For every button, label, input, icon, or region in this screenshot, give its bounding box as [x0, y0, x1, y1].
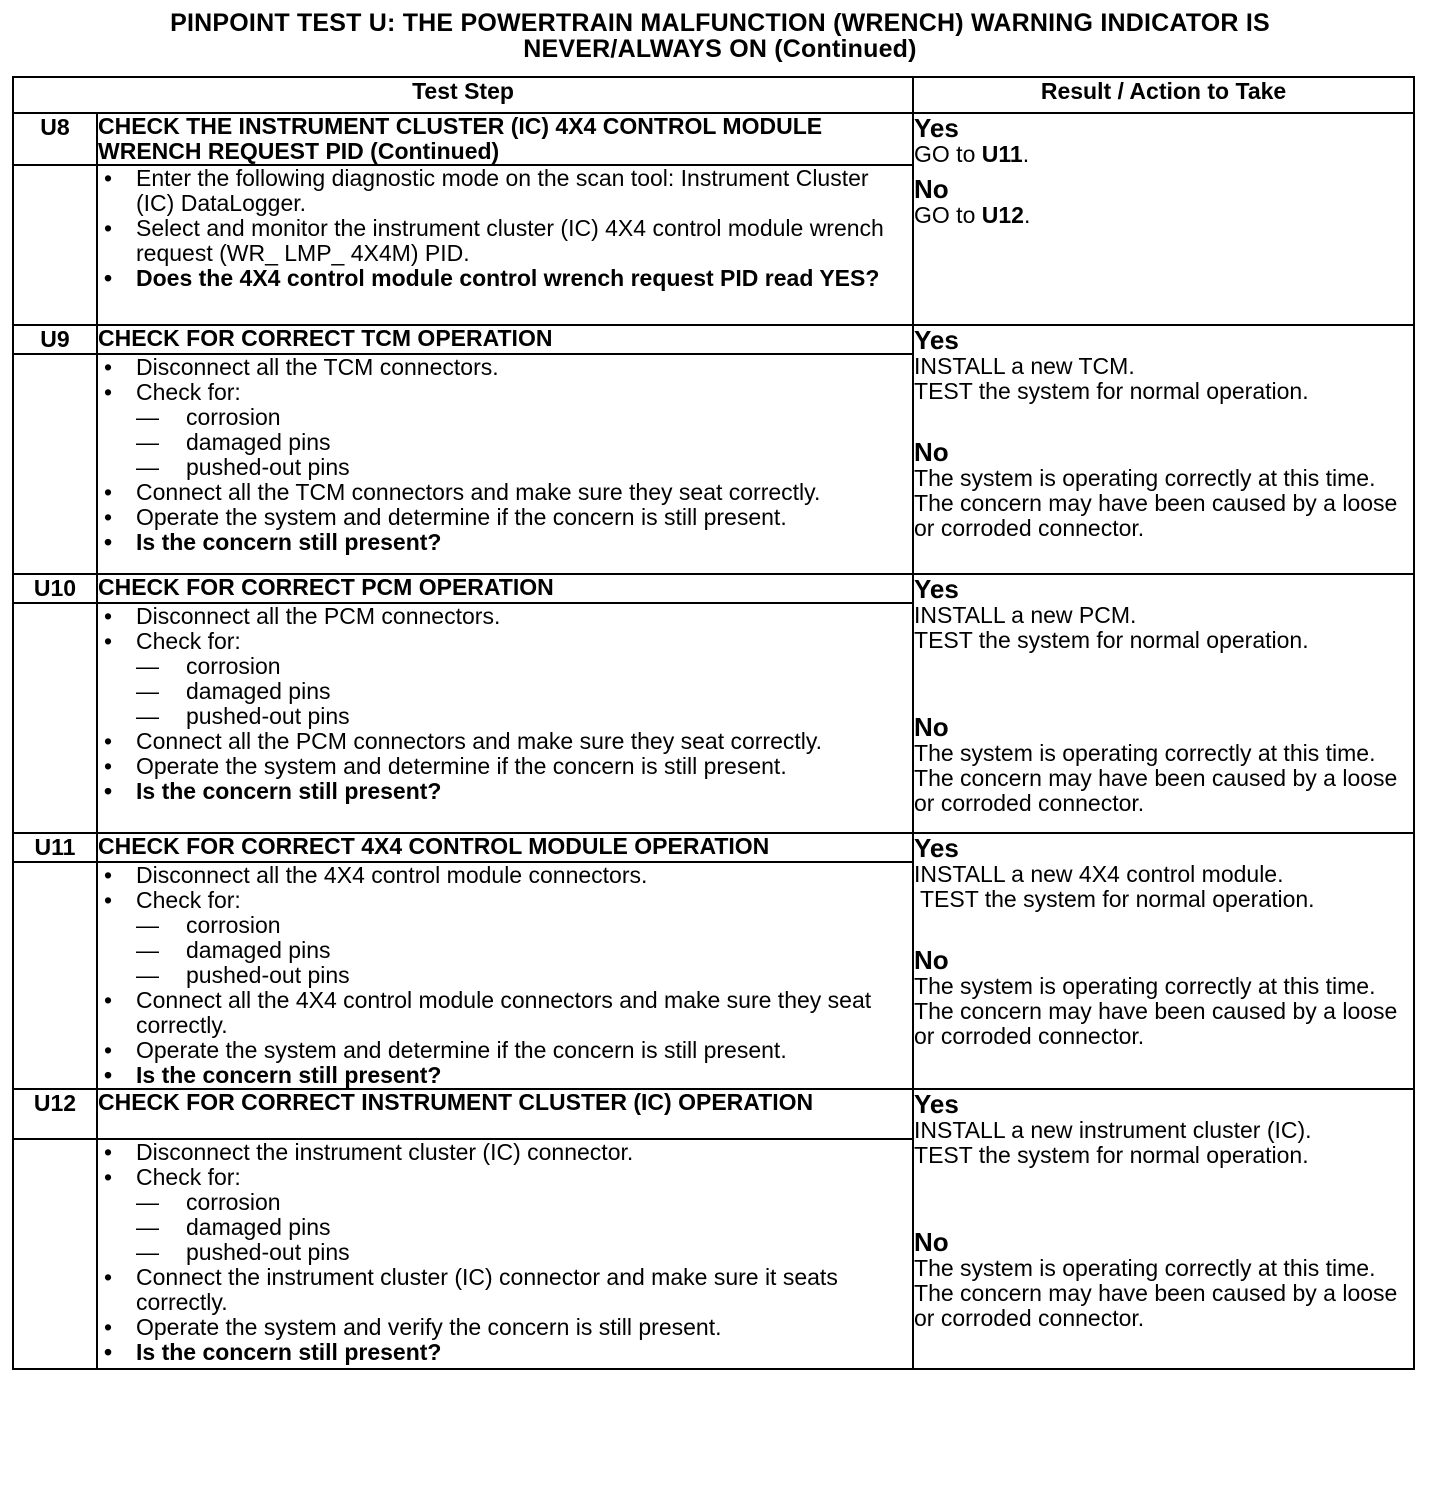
step-id: U9 [13, 325, 97, 354]
step-row-u8 [13, 113, 1414, 165]
step-heading: CHECK FOR CORRECT INSTRUMENT CLUSTER (IC) OPERATION [97, 1089, 913, 1139]
list-item: — corrosion [98, 1190, 912, 1215]
list-item: • Check for: [98, 1165, 912, 1190]
page-title [0, 10, 1440, 62]
yes-label: Yes [914, 113, 959, 143]
yes-line-2: TEST the system for normal operation. [914, 627, 1309, 653]
step-row-u12 [13, 1089, 1414, 1139]
list-item: — damaged pins [98, 938, 912, 963]
result-header: Result / Action to Take [913, 77, 1414, 113]
step-heading: CHECK FOR CORRECT TCM OPERATION [97, 325, 913, 354]
page-title-line-1: PINPOINT TEST U: THE POWERTRAIN MALFUNCTION (WRENCH) WARNING INDICATOR IS [170, 9, 1270, 37]
step-result [913, 113, 1414, 325]
list-item: • Connect all the 4X4 control module connectors and make sure they seat correctly. [98, 988, 912, 1038]
list-item: — pushed-out pins [98, 963, 912, 988]
step-row-u10 [13, 574, 1414, 603]
yes-line-2: TEST the system for normal operation. [914, 378, 1309, 404]
list-item: • Check for: [98, 888, 912, 913]
table-header-row [13, 77, 1414, 113]
yes-label: Yes [914, 833, 959, 863]
step-body [97, 603, 913, 833]
yes-line-1: INSTALL a new PCM. [914, 602, 1137, 628]
yes-action: GO to U11. [914, 141, 1030, 167]
list-item: • Operate the system and determine if the concern is still present. [98, 754, 912, 779]
step-id: U12 [13, 1089, 97, 1139]
list-item: • Check for: [98, 380, 912, 405]
list-item: • Is the concern still present? [98, 1340, 912, 1365]
step-row-u11 [13, 833, 1414, 862]
list-item: — corrosion [98, 654, 912, 679]
yes-line-1: INSTALL a new TCM. [914, 353, 1135, 379]
step-result [913, 833, 1414, 1089]
step-id: U11 [13, 833, 97, 862]
list-item: — pushed-out pins [98, 1240, 912, 1265]
list-item: • Select and monitor the instrument cluster (IC) 4X4 control module wrench request (WR_ LMP_ 4X4M) PID. [98, 216, 912, 266]
yes-label: Yes [914, 574, 959, 604]
no-action: GO to U12. [914, 202, 1031, 228]
step-row-u9 [13, 325, 1414, 354]
step-body [97, 862, 913, 1089]
step-result [913, 1089, 1414, 1369]
no-text: The system is operating correctly at this time. The concern may have been caused by a loose or corroded connector. [914, 1255, 1398, 1331]
list-item: • Connect all the PCM connectors and make sure they seat correctly. [98, 729, 912, 754]
step-heading: CHECK FOR CORRECT PCM OPERATION [97, 574, 913, 603]
no-label: No [914, 945, 949, 975]
list-item: • Disconnect all the 4X4 control module connectors. [98, 863, 912, 888]
list-item: • Does the 4X4 control module control wrench request PID read YES? [98, 266, 912, 291]
no-label: No [914, 1227, 949, 1257]
list-item: • Is the concern still present? [98, 530, 912, 555]
list-item: • Is the concern still present? [98, 779, 912, 804]
list-item: — pushed-out pins [98, 455, 912, 480]
list-item: • Is the concern still present? [98, 1063, 912, 1088]
yes-line-2: TEST the system for normal operation. [914, 1142, 1309, 1168]
yes-line-2: TEST the system for normal operation. [914, 886, 1315, 912]
list-item: • Operate the system and verify the concern is still present. [98, 1315, 912, 1340]
list-item: • Connect all the TCM connectors and make sure they seat correctly. [98, 480, 912, 505]
yes-label: Yes [914, 325, 959, 355]
list-item: • Disconnect the instrument cluster (IC) connector. [98, 1140, 912, 1165]
step-body [97, 1139, 913, 1369]
pinpoint-test-table [12, 76, 1415, 1370]
step-id: U10 [13, 574, 97, 603]
list-item: • Disconnect all the TCM connectors. [98, 355, 912, 380]
step-heading: CHECK FOR CORRECT 4X4 CONTROL MODULE OPERATION [97, 833, 913, 862]
no-label: No [914, 437, 949, 467]
no-text: The system is operating correctly at this time. The concern may have been caused by a loose or corroded connector. [914, 740, 1398, 816]
test-step-header: Test Step [13, 77, 913, 113]
list-item: • Check for: [98, 629, 912, 654]
list-item: — pushed-out pins [98, 704, 912, 729]
no-label: No [914, 174, 949, 204]
list-item: — damaged pins [98, 679, 912, 704]
yes-label: Yes [914, 1089, 959, 1119]
list-item: • Operate the system and determine if the concern is still present. [98, 1038, 912, 1063]
list-item: — corrosion [98, 913, 912, 938]
list-item: • Connect the instrument cluster (IC) connector and make sure it seats correctly. [98, 1265, 912, 1315]
list-item: • Operate the system and determine if the concern is still present. [98, 505, 912, 530]
list-item: • Enter the following diagnostic mode on the scan tool: Instrument Cluster (IC) DataLogger. [98, 166, 912, 216]
step-result [913, 325, 1414, 574]
no-text: The system is operating correctly at this time. The concern may have been caused by a loose or corroded connector. [914, 465, 1398, 541]
page-title-line-2: NEVER/ALWAYS ON (Continued) [523, 35, 917, 63]
list-item: — damaged pins [98, 430, 912, 455]
step-body [97, 354, 913, 574]
yes-line-1: INSTALL a new instrument cluster (IC). [914, 1117, 1312, 1143]
step-body [97, 165, 913, 325]
list-item: — damaged pins [98, 1215, 912, 1240]
step-id: U8 [13, 113, 97, 165]
no-text: The system is operating correctly at this time. The concern may have been caused by a loose or corroded connector. [914, 973, 1398, 1049]
no-label: No [914, 712, 949, 742]
step-heading: CHECK THE INSTRUMENT CLUSTER (IC) 4X4 CONTROL MODULE WRENCH REQUEST PID (Continued) [97, 113, 913, 165]
step-result [913, 574, 1414, 833]
yes-line-1: INSTALL a new 4X4 control module. [914, 861, 1284, 887]
list-item: • Disconnect all the PCM connectors. [98, 604, 912, 629]
list-item: — corrosion [98, 405, 912, 430]
